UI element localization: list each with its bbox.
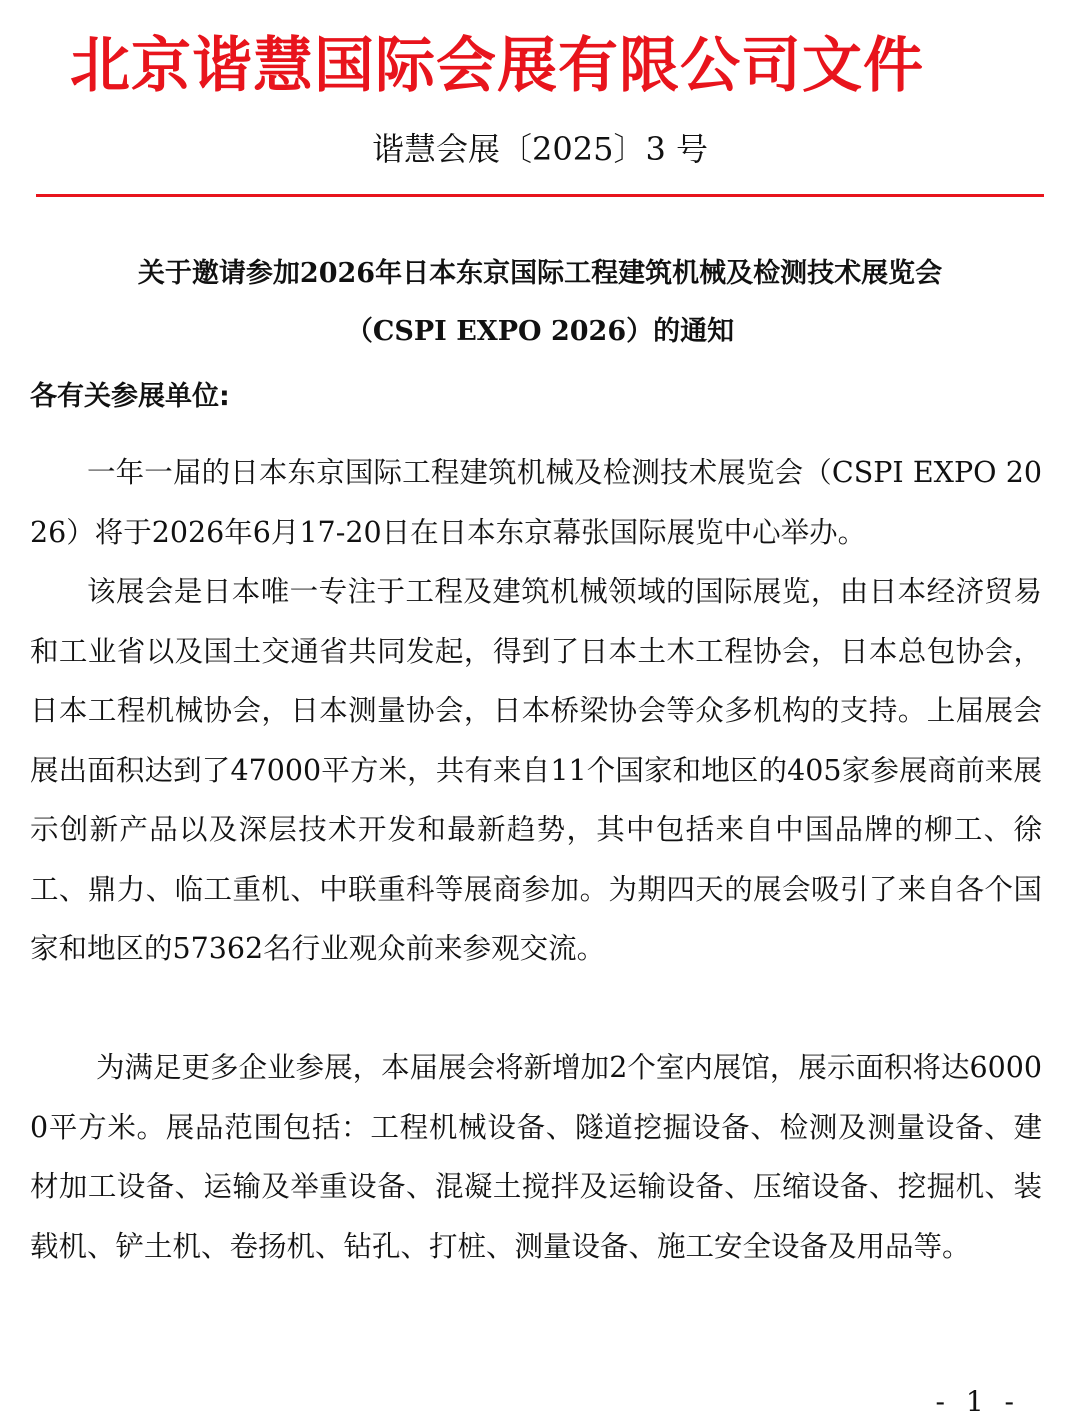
salutation: 各有关参展单位: <box>30 381 230 412</box>
red-divider-rule <box>36 194 1044 197</box>
document-title-line-1: 关于邀请参加2026年日本东京国际工程建筑机械及检测技术展览会 <box>137 258 943 289</box>
document-title-line-2: （CSPI EXPO 2026）的通知 <box>345 316 735 347</box>
letterhead-org-name: 北京谐慧国际会展有限公司文件 <box>70 31 924 101</box>
page-number: - 1 - <box>935 1385 1020 1418</box>
body-paragraph-1: 一年一届的日本东京国际工程建筑机械及检测技术展览会（CSPI EXPO 2026）将于2026年6月17-20日在日本东京幕张国际展览中心举办。 <box>30 456 1042 549</box>
document-number: 谐慧会展〔2025〕3 号 <box>372 130 708 168</box>
body-paragraph-2: 该展会是日本唯一专注于工程及建筑机械领域的国际展览，由日本经济贸易和工业省以及国土交通省共同发起，得到了日本土木工程协会，日本总包协会，日本工程机械协会，日本测量协会，日本桥梁协会等众多机构的支持。上届展会展出面积达到了47000平方米，共有来自11个国家和地区的405家参展商前来展示创新产品以及深层技术开发和最新趋势，其中包括来自中国品牌的柳工、徐工、鼎力、临工重机、中联重科等展商参加。为期四天的展会吸引了来自各个国家和地区的57362名行业观众前来参观交流。 <box>30 575 1042 965</box>
body-paragraph-3: 为满足更多企业参展，本届展会将新增加2个室内展馆，展示面积将达60000平方米。展品范围包括：工程机械设备、隧道挖掘设备、检测及测量设备、建材加工设备、运输及举重设备、混凝土搅拌及运输设备、压缩设备、挖掘机、装载机、铲土机、卷扬机、钻孔、打桩、测量设备、施工安全设备及用品等。 <box>30 1051 1042 1263</box>
